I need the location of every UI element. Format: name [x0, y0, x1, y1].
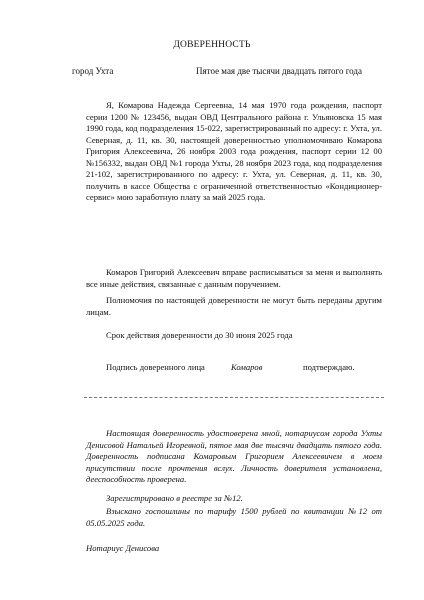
signing-rights-paragraph: Комаров Григорий Алексеевич вправе расписываться за меня и выполнять все иные действия, связанные с данным поручением.	[86, 267, 382, 289]
no-transfer-paragraph: Полномочия по настоящей доверенности не могут быть переданы другим лицам.	[86, 295, 382, 317]
signature-name: Комаров	[231, 362, 263, 372]
notary-signature: Нотариус Денисова	[86, 543, 160, 553]
document-date: Пятое мая две тысячи двадцать пятого года	[196, 66, 362, 76]
notary-certification: Настоящая доверенность удостоверена мной, нотариусом города Ухты Денисовой Натальей Игоревной, пятое мая две тысячи двадцать пятого года. Доверенность подписана Комаровым Григорием Алексеевичем в моем присутствии после прочтения вслух. Личность доверителя установлена, дееспособность проверена.	[86, 428, 382, 484]
notary-fee: Взыскано госпошлины по тарифу 1500 рублей по квитанции №12 от 05.05.2025 года.	[86, 506, 382, 528]
notary-registry: Зарегистрировано в реестре за №12.	[106, 493, 243, 503]
signature-confirm: подтверждаю.	[303, 362, 355, 372]
validity-term: Срок действия доверенности до 30 июня 2025 года	[106, 330, 293, 340]
main-paragraph: Я, Комарова Надежда Сергеевна, 14 мая 1970 года рождения, паспорт серии 1200 № 123456, выдан ОВД Центрального района г. Ульяновска 15 мая 1990 года, код подразделения 15-022, зарегистрированный по адресу: г. Ухта, ул. Северная, д. 11, кв. 30, настоящей доверенностью уполномочиваю Комарова Григория Алексеевича, 26 ноября 2003 года рождения, паспорт серии 12 00 №156332, выдан ОВД №1 города Ухты, 28 ноября 2023 года, код подразделения 21-102, зарегистрированного по адресу: г. Ухта, ул. Северная, д. 11, кв. 30, получить в кассе Общества с ограниченной ответственностью «Кондиционер-сервис» мою заработную плату за май 2025 года.	[86, 100, 382, 202]
document-title: ДОВЕРЕННОСТЬ	[173, 40, 251, 50]
divider	[84, 397, 384, 398]
signature-label: Подпись доверенного лица	[106, 362, 205, 372]
document-city: город Ухта	[72, 66, 114, 76]
